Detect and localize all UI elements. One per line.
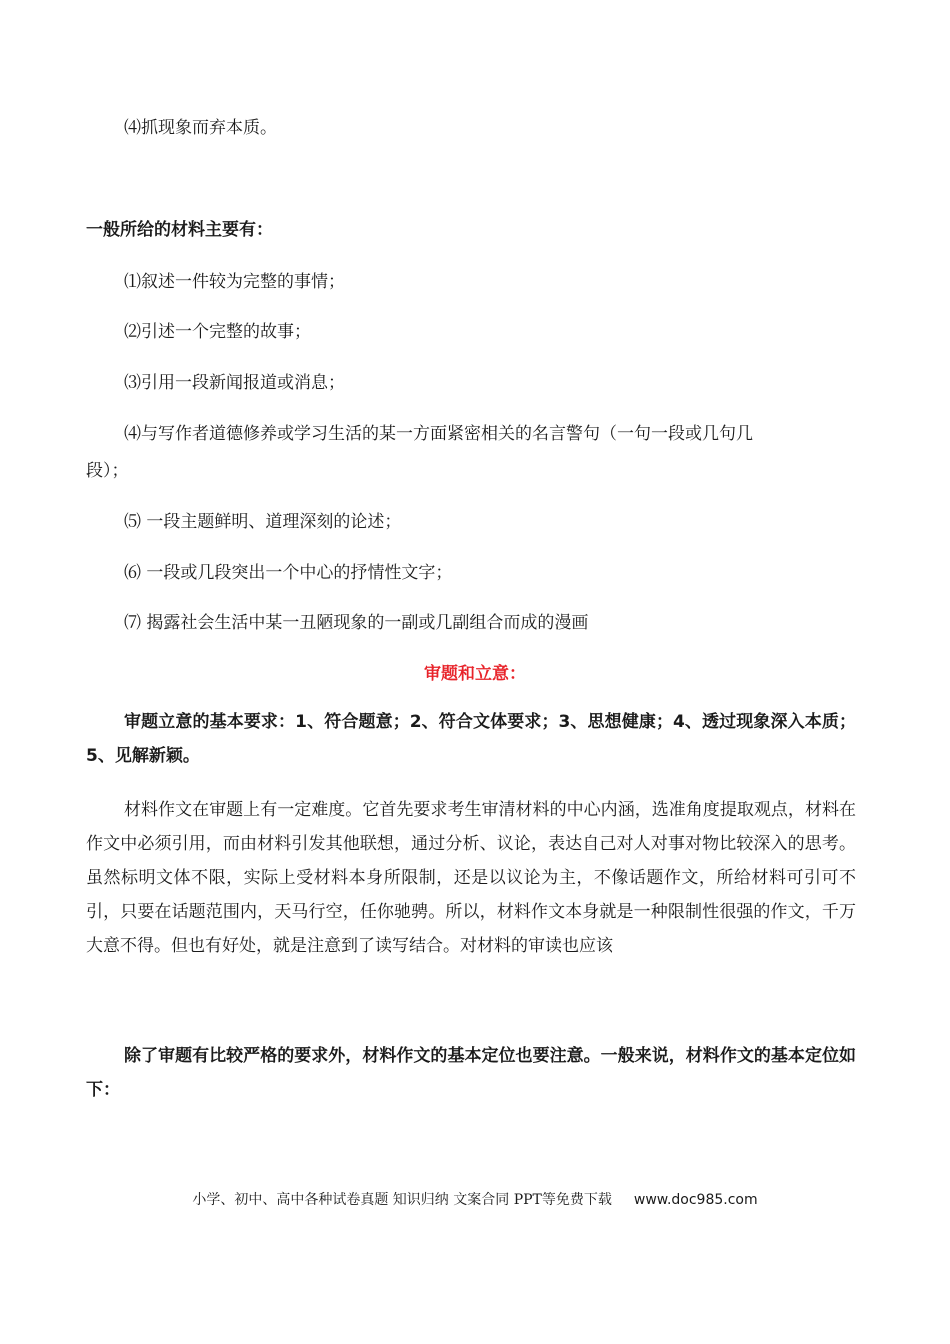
body-paragraph: 材料作文在审题上有一定难度。它首先要求考生审清材料的中心内涵，选准角度提取观点，材料在作文中必须引用，而由材料引发其他联想，通过分析、议论，表达自己对人对事对物比较深入的思考。虽然标明文体不限，实际上受材料本身所限制，还是以议论为主，不像话题作文，所给材料可引可不引，只要在话题范围内，天马行空，任你驰骋。所以，材料作文本身就是一种限制性很强的作文，千万大意不得。但也有好处，就是注意到了读写结合。对材料的审读也应该 — [86, 800, 856, 956]
section-title: 审题和立意： — [424, 664, 526, 684]
footer-text: 小学、初中、高中各种试卷真题 知识归纳 文案合同 PPT等免费下载 — [192, 1192, 612, 1208]
list-item-top: ⑷抓现象而弃本质。 — [124, 118, 277, 138]
list-item: ⑷与写作者道德修养或学习生活的某一方面紧密相关的名言警句（一句一段或几句几 — [124, 424, 753, 444]
list-item-continuation: 段）； — [86, 461, 129, 481]
list-item: ⑺ 揭露社会生活中某一丑陋现象的一副或几副组合而成的漫画 — [124, 613, 589, 633]
materials-heading: 一般所给的材料主要有： — [86, 220, 273, 240]
list-item: ⑴叙述一件较为完整的事情； — [124, 272, 345, 292]
list-item: ⑸ 一段主题鲜明、道理深刻的论述； — [124, 512, 402, 532]
positioning-paragraph: 除了审题有比较严格的要求外，材料作文的基本定位也要注意。一般来说，材料作文的基本定位如下： — [86, 1046, 856, 1100]
list-item: ⑶引用一段新闻报道或消息； — [124, 373, 345, 393]
list-item: ⑵引述一个完整的故事； — [124, 322, 311, 342]
requirements-paragraph: 审题立意的基本要求：1、符合题意；2、符合文体要求；3、思想健康；4、透过现象深入本质；5、见解新颖。 — [86, 712, 856, 766]
page-footer — [0, 1190, 950, 1210]
footer-url: www.doc985.com — [633, 1192, 758, 1208]
list-item: ⑹ 一段或几段突出一个中心的抒情性文字； — [124, 563, 453, 583]
